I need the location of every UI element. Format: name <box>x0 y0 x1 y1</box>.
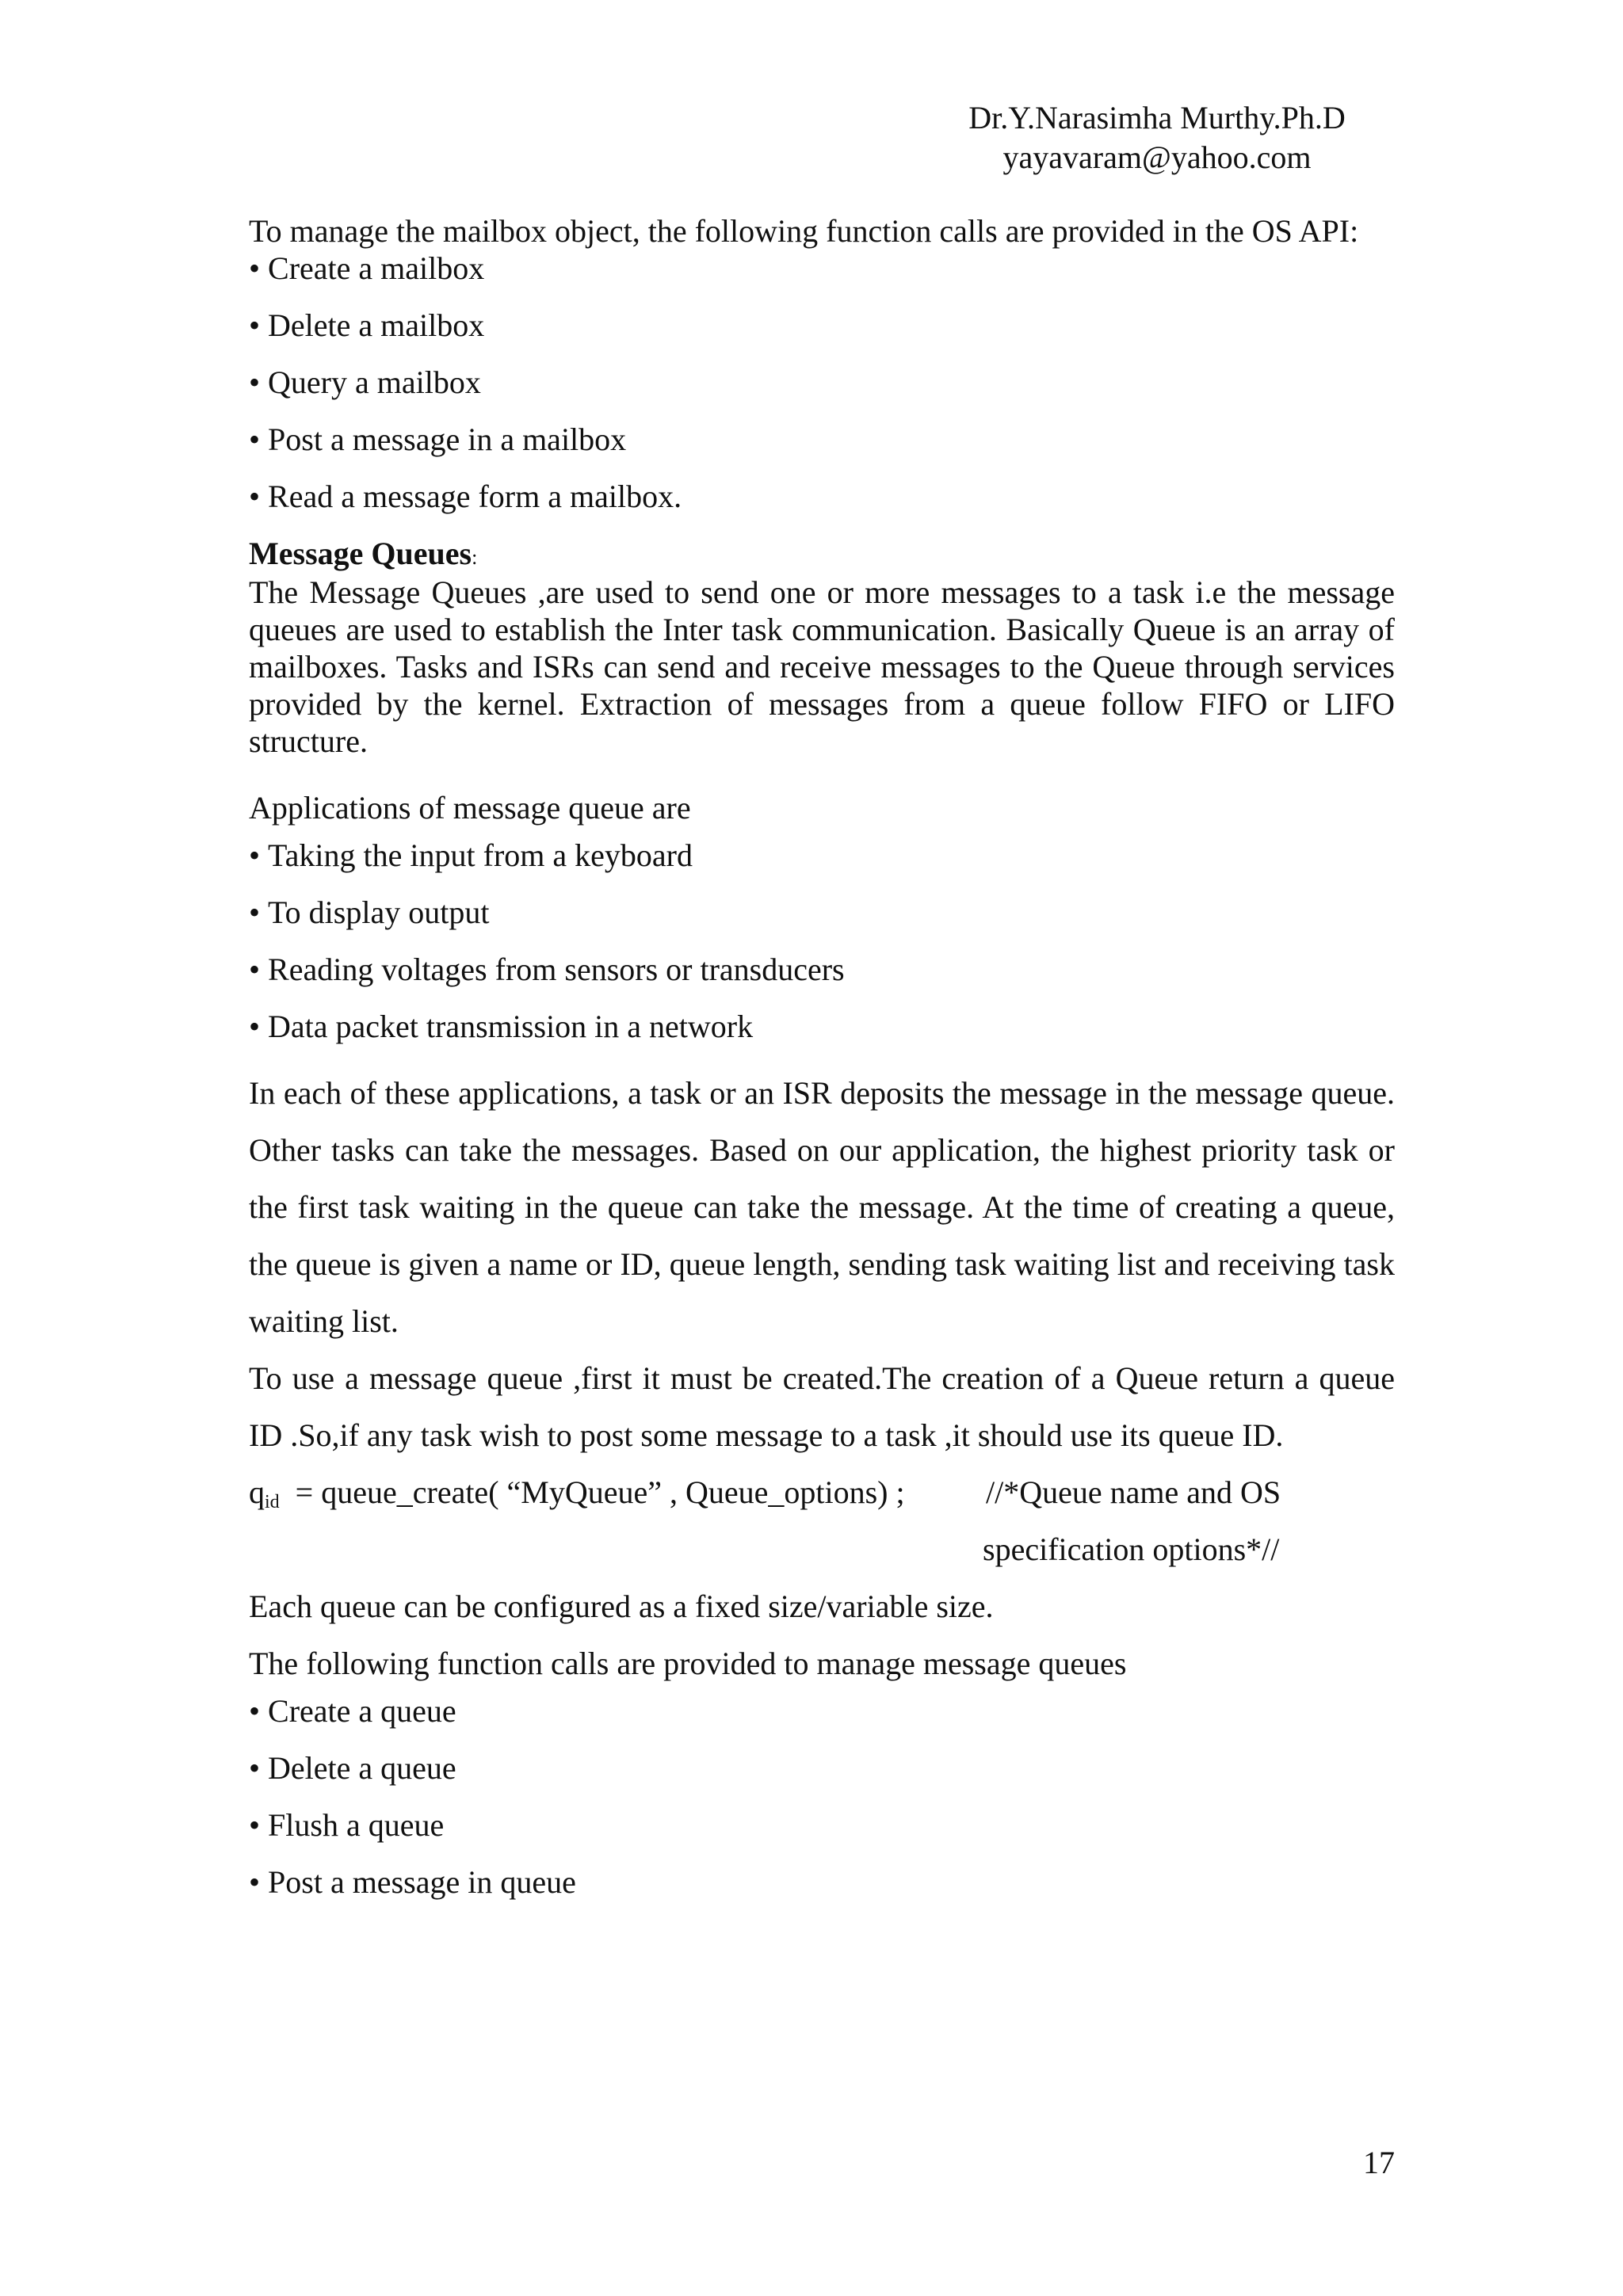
author-name: Dr.Y.Narasimha Murthy.Ph.D <box>968 100 1346 135</box>
list-item: • Post a message in queue <box>249 1863 1395 1920</box>
list-item: • Reading voltages from sensors or transducers <box>249 951 1395 1008</box>
section-heading-text: Message Queues <box>249 536 472 571</box>
queue-calls-list <box>249 1692 1395 1920</box>
list-item: • Taking the input from a keyboard <box>249 837 1395 894</box>
list-item: • Create a mailbox <box>249 250 1395 307</box>
page-body <box>249 212 1395 1920</box>
usage-paragraph: To use a message queue ,first it must be created.The creation of a Queue return a queue ID .So,if any task wish to post some message to a task ,it should use its queue ID. <box>249 1360 1395 1453</box>
list-item: • To display output <box>249 894 1395 951</box>
list-item: • Delete a mailbox <box>249 307 1395 364</box>
queues-description: The Message Queues ,are used to send one or more messages to a task i.e the message queues are used to establish the Inter task communication. Basically Queue is an array of mailboxes. Tasks and ISRs can send and receive messages to the Queue through services provided by the kernel. Extraction of messages from a queue follow FIFO or LIFO structure. <box>249 574 1395 759</box>
author-email: yayavaram@yahoo.com <box>1002 139 1312 175</box>
code-variable-subscript: id <box>265 1492 280 1512</box>
list-item: • Post a message in a mailbox <box>249 421 1395 478</box>
code-line <box>249 1464 1395 1521</box>
applications-paragraph: In each of these applications, a task or an ISR deposits the message in the message queue. Other tasks can take the messages. Based on our application, the highest priority task or the first task waiting in the queue can take the message. At the time of creating a queue, the queue is given a name or ID, queue length, sending task waiting list and receiving task waiting list. <box>249 1075 1395 1339</box>
page-number: 17 <box>1363 2145 1395 2180</box>
list-item: • Flush a queue <box>249 1806 1395 1863</box>
code-comment: //*Queue name and OS <box>986 1474 1281 1510</box>
list-item: • Delete a queue <box>249 1749 1395 1806</box>
mailbox-calls-list <box>249 250 1395 535</box>
list-item: • Data packet transmission in a network <box>249 1008 1395 1065</box>
applications-intro: Applications of message queue are <box>249 790 691 826</box>
code-variable: q <box>249 1474 265 1510</box>
list-item: • Query a mailbox <box>249 364 1395 421</box>
config-note: Each queue can be configured as a fixed size/variable size. <box>249 1589 994 1624</box>
list-item: • Create a queue <box>249 1692 1395 1749</box>
section-heading-colon: : <box>472 546 478 569</box>
code-comment-continued: specification options*// <box>983 1531 1280 1567</box>
code-statement: = queue_create( “MyQueue” , Queue_options) ; <box>295 1474 905 1510</box>
page-header <box>919 98 1395 177</box>
applications-list <box>249 837 1395 1065</box>
calls-intro: The following function calls are provided to manage message queues <box>249 1646 1127 1681</box>
list-item: • Read a message form a mailbox. <box>249 478 1395 535</box>
section-heading <box>249 535 1395 574</box>
mailbox-intro: To manage the mailbox object, the following function calls are provided in the OS API: <box>249 213 1359 249</box>
